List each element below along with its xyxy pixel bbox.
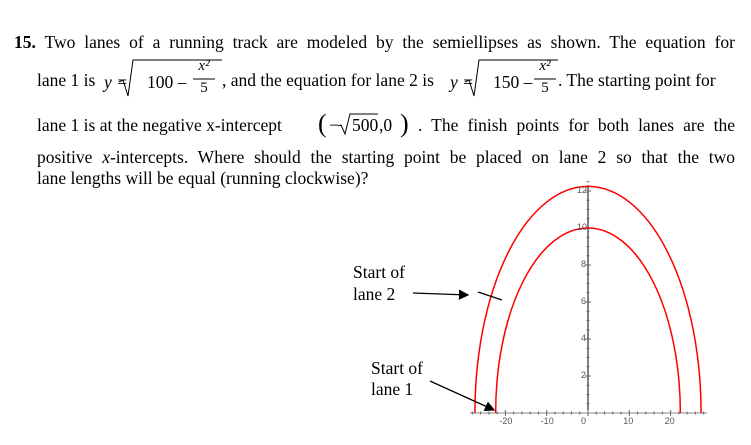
point-rest: ,0 xyxy=(379,115,393,135)
point-minus: − xyxy=(329,115,339,135)
problem-line-2b: , and the equation for lane 2 is xyxy=(222,70,434,90)
arrow-lane1 xyxy=(430,381,494,410)
radical-eq2 xyxy=(465,60,558,96)
y-tick-label: 12 xyxy=(577,185,588,195)
point-close: ) xyxy=(400,109,409,138)
x-tick-label: -20 xyxy=(499,416,513,426)
eq2-const: 150 – xyxy=(493,72,533,92)
eq1-const: 100 – xyxy=(147,72,187,92)
eq1-lhs: y = xyxy=(104,72,128,92)
problem-line-1: 15. Two lanes of a running track are modeled by the semiellipses as shown. The equation for xyxy=(14,32,736,52)
problem-line-5: lane lengths will be equal (running clockwise)? xyxy=(37,168,369,188)
radical-point xyxy=(338,114,378,134)
eq1-den: 5 xyxy=(200,80,208,96)
point-open: ( xyxy=(318,109,327,138)
eq2-num: x² xyxy=(539,58,551,74)
x-tick-label: 20 xyxy=(664,416,675,426)
eq2-den: 5 xyxy=(541,80,549,96)
x-tick-label: -10 xyxy=(540,416,554,426)
point-radicand: 500 xyxy=(352,115,379,135)
problem-number: 15. xyxy=(14,32,36,52)
problem-line-3a: lane 1 is at the negative x-intercept xyxy=(37,115,282,135)
eq2-lhs: y = xyxy=(450,72,474,92)
problem-line-3b: . The finish points for both lanes are the xyxy=(418,115,735,135)
y-tick-label: 10 xyxy=(577,222,588,232)
label-lane2-line1: Start of xyxy=(353,262,406,282)
radical-eq1 xyxy=(119,60,222,96)
label-lane2-line2: lane 2 xyxy=(353,284,396,304)
label-lane1-line1: Start of xyxy=(371,358,424,378)
problem-line-4: positive x-intercepts. Where should the starting point be placed on lane 2 so that the two xyxy=(37,147,735,167)
eq1-num: x² xyxy=(198,58,210,74)
y-tick-label: 2 xyxy=(581,370,587,380)
y-tick-label: 4 xyxy=(581,333,587,343)
y-tick-label: 8 xyxy=(581,259,587,269)
arrow-lane2 xyxy=(413,293,468,295)
x-tick-label: 0 xyxy=(581,416,587,426)
problem-line-2c: . The starting point for xyxy=(558,70,716,90)
x-tick-label: 10 xyxy=(623,416,634,426)
label-lane1-line2: lane 1 xyxy=(371,379,414,399)
problem-line-2a: lane 1 is xyxy=(37,70,96,90)
y-tick-label: 6 xyxy=(581,296,587,306)
